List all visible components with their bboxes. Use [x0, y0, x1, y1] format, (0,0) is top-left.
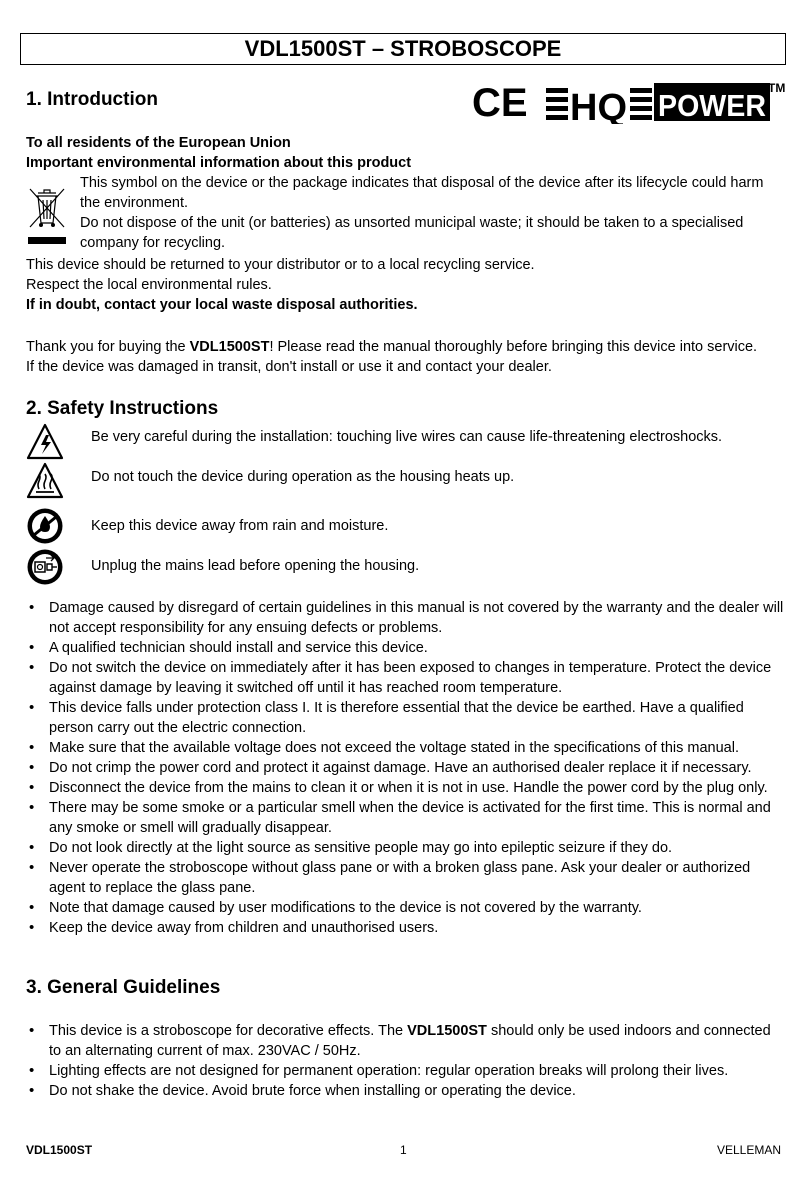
- doubt-line: If in doubt, contact your local waste disposal authorities.: [26, 297, 418, 313]
- list-item: • Damage caused by disregard of certain guidelines in this manual is not covered by the warranty and the dealer will not accept responsibility for any ensuing defects or problems.: [26, 598, 786, 638]
- section-heading-introduction: 1. Introduction: [26, 89, 158, 110]
- section-heading-safety: 2. Safety Instructions: [26, 398, 219, 419]
- safety-bullet-list: [26, 598, 786, 938]
- list-item: • Keep the device away from children and unauthorised users.: [26, 918, 786, 938]
- respect-line: Respect the local environmental rules.: [26, 277, 272, 293]
- brand-logo: [472, 80, 788, 129]
- weee-bin-icon: [26, 183, 68, 254]
- list-item: • Disconnect the device from the mains to clean it or when it is not in use. Handle the power cord by the plug only.: [26, 778, 786, 798]
- warning-hot-housing: Do not touch the device during operation as the housing heats up.: [91, 469, 515, 485]
- warning-unplug: Unplug the mains lead before opening the housing.: [91, 558, 420, 574]
- footer-page-number: 1: [400, 1143, 407, 1157]
- unplug-mains-icon: [26, 548, 64, 586]
- return-line: This device should be returned to your distributor or to a local recycling service.: [26, 257, 535, 273]
- guidelines-bullet-list: [26, 1021, 786, 1101]
- environment-info-line: Important environmental information about this product: [26, 155, 412, 171]
- list-item: • A qualified technician should install and service this device.: [26, 638, 786, 658]
- list-item: • Never operate the stroboscope without glass pane or with a broken glass pane. Ask your dealer or authorized agent to replace the glass pane.: [26, 858, 786, 898]
- list-item: • Note that damage caused by user modifications to the device is not covered by the warranty.: [26, 898, 786, 918]
- page-title: VDL1500ST – STROBOSCOPE: [20, 33, 786, 65]
- list-item: • This device is a stroboscope for decorative effects. The VDL1500ST should only be used indoors and connected to an alternating current of max. 230VAC / 50Hz.: [26, 1021, 786, 1061]
- list-item: • This device falls under protection class I. It is therefore essential that the device be earthed. Have a qualified person carry out the electric connection.: [26, 698, 786, 738]
- weee-paragraph-2: Do not dispose of the unit (or batteries) as unsorted municipal waste; it should be taken to a specialised company for recycling.: [80, 215, 744, 251]
- list-item: • There may be some smoke or a particular smell when the device is activated for the first time. This is normal and any smoke or smell will gradually disappear.: [26, 798, 786, 838]
- electric-shock-warning-icon: [26, 423, 64, 461]
- svg-text:HQ: HQ: [570, 87, 627, 124]
- list-item: • Do not shake the device. Avoid brute force when installing or operating the device.: [26, 1081, 786, 1101]
- model-name: VDL1500ST: [189, 339, 270, 355]
- footer-brand: VELLEMAN: [716, 1143, 781, 1157]
- thanks-line: Thank you for buying the VDL1500ST! Please read the manual thoroughly before bringing this device into service.: [26, 339, 758, 355]
- list-item: • Lighting effects are not designed for permanent operation: regular operation breaks will prolong their lives.: [26, 1061, 786, 1081]
- section-heading-general-guidelines: 3. General Guidelines: [26, 977, 221, 998]
- list-item: • Do not switch the device on immediately after it has been exposed to changes in temperature. Protect the device against damage by leaving it switched off until it has reached room temperature.: [26, 658, 786, 698]
- model-name: VDL1500ST: [407, 1023, 487, 1039]
- damaged-line: If the device was damaged in transit, don't install or use it and contact your dealer.: [26, 359, 552, 375]
- svg-text:POWER: POWER: [658, 88, 766, 123]
- list-item: • Make sure that the available voltage does not exceed the voltage stated in the specifications of this manual.: [26, 738, 786, 758]
- hq-power-logo: [546, 81, 785, 124]
- hot-surface-warning-icon: [26, 462, 64, 500]
- no-moisture-icon: [26, 507, 64, 545]
- warning-electroshock: Be very careful during the installation: touching live wires can cause life-threatening electroshocks.: [91, 429, 723, 445]
- warning-moisture: Keep this device away from rain and moisture.: [91, 518, 389, 534]
- weee-paragraph-1: This symbol on the device or the package indicates that disposal of the device after its lifecycle could harm the environment.: [80, 175, 764, 211]
- eu-residents-line: To all residents of the European Union: [26, 135, 291, 151]
- footer-model: VDL1500ST: [26, 1143, 93, 1157]
- ce-mark: CE: [472, 81, 528, 124]
- svg-text:TM: TM: [768, 81, 786, 95]
- list-item: • Do not crimp the power cord and protect it against damage. Have an authorised dealer replace it if necessary.: [26, 758, 786, 778]
- list-item: • Do not look directly at the light source as sensitive people may go into epileptic seizure if they do.: [26, 838, 786, 858]
